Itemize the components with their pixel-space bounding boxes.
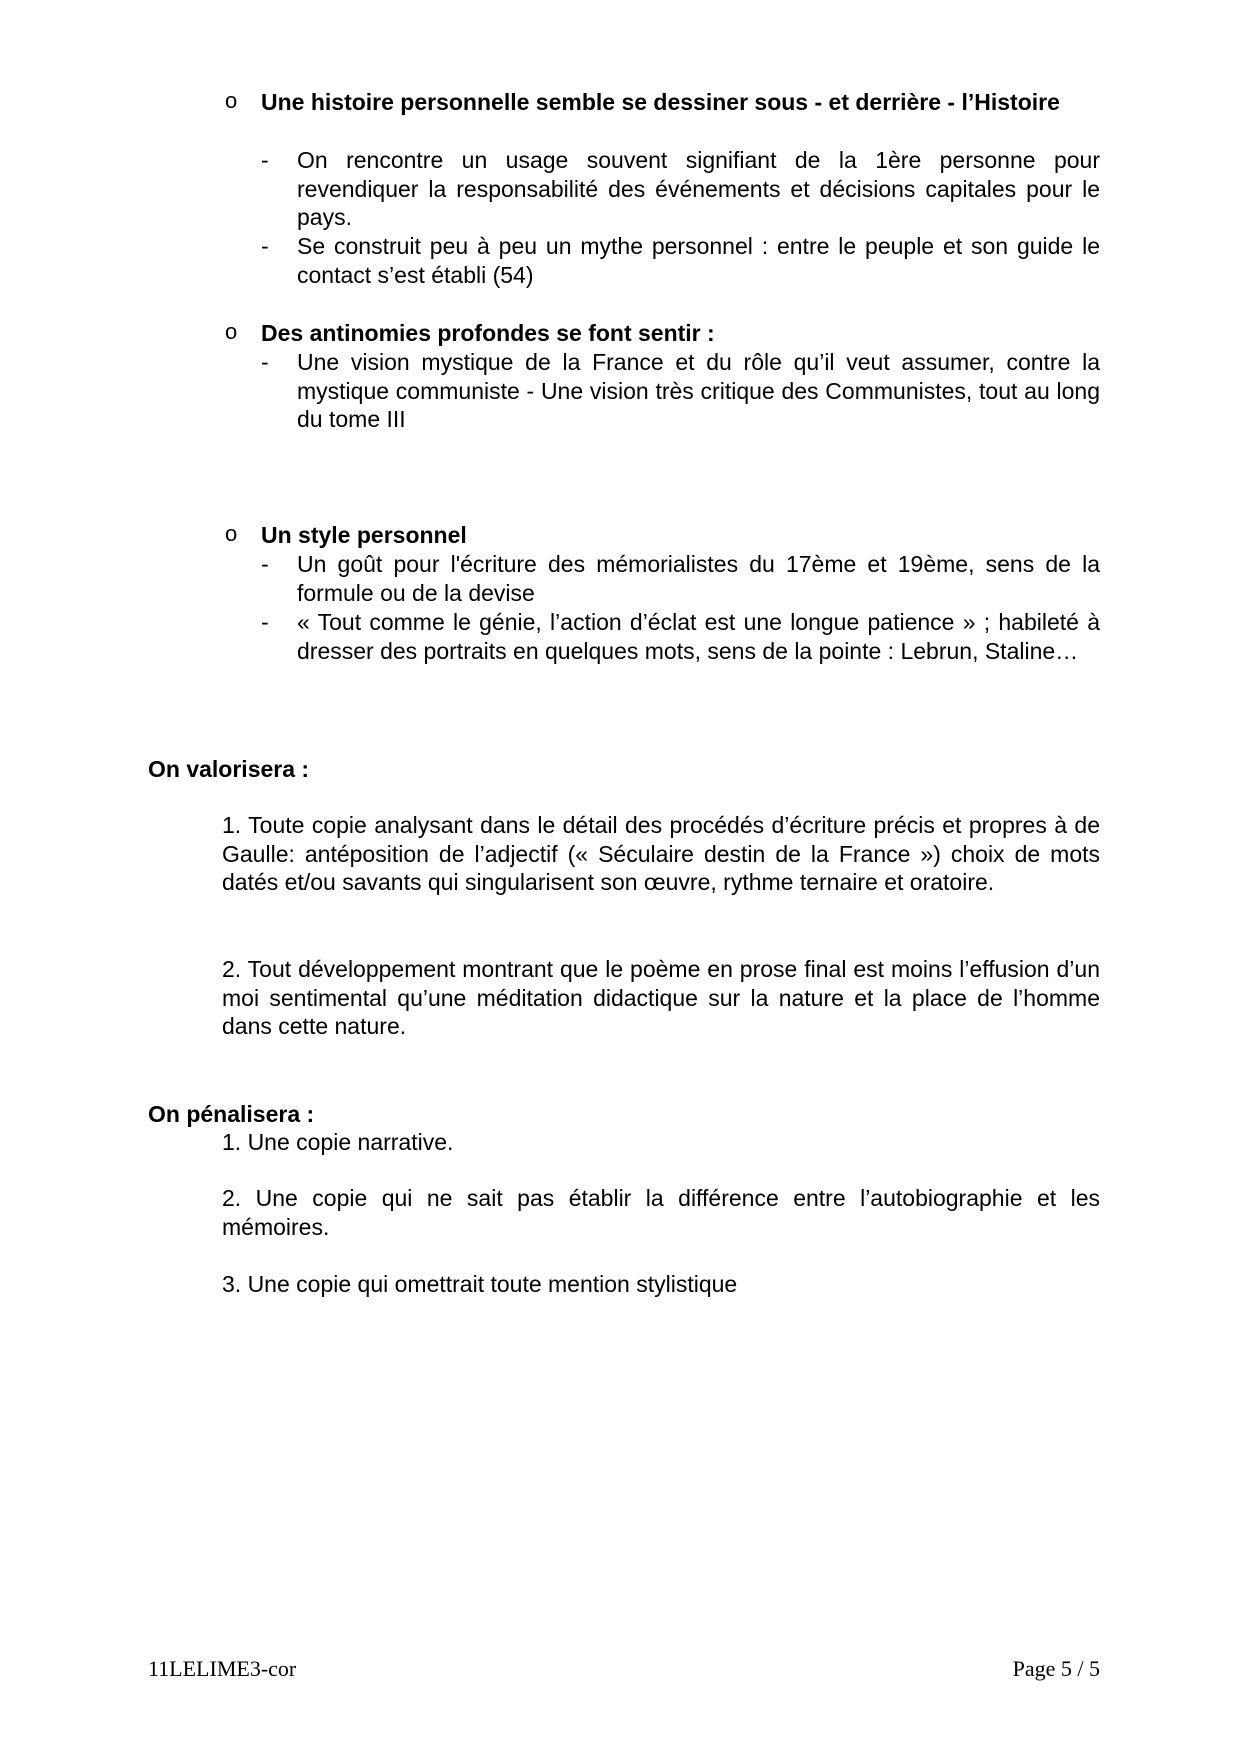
dash-icon: - bbox=[261, 349, 269, 375]
section-title: Une histoire personnelle semble se dessiner sous - et derrière - l’Histoire bbox=[261, 89, 1060, 115]
dash-icon: - bbox=[261, 551, 269, 577]
footer-document-code: 11LELIME3-cor bbox=[148, 1656, 297, 1681]
bullet-icon: o bbox=[225, 88, 238, 113]
footer-page-number: Page 5 / 5 bbox=[1012, 1656, 1100, 1681]
bullet-icon: o bbox=[225, 521, 238, 546]
dash-text: On rencontre un usage souvent signifiant de la 1ère personne pour revendiquer la responsabilité des événements et décisions capitales pour le pays. bbox=[297, 147, 1100, 230]
bullet-icon: o bbox=[225, 319, 238, 344]
heading-valorisera: On valorisera : bbox=[148, 756, 310, 782]
dash-text: « Tout comme le génie, l’action d’éclat est une longue patience » ; habileté à dresser des portraits en quelques mots, sens de la pointe : Lebrun, Staline… bbox=[297, 609, 1100, 664]
heading-penalisera: On pénalisera : bbox=[148, 1101, 315, 1127]
dash-icon: - bbox=[261, 609, 269, 635]
valorisera-item: 2. Tout développement montrant que le poème en prose final est moins l’effusion d’un moi sentimental qu’une méditation didactique sur la nature et la place de l’homme dans cette nature. bbox=[222, 956, 1100, 1039]
dash-text: Une vision mystique de la France et du rôle qu’il veut assumer, contre la mystique communiste - Une vision très critique des Communistes, tout au long du tome III bbox=[297, 349, 1100, 432]
section-title: Des antinomies profondes se font sentir : bbox=[261, 320, 715, 346]
penalisera-item: 1. Une copie narrative. bbox=[222, 1129, 454, 1155]
penalisera-item: 3. Une copie qui omettrait toute mention stylistique bbox=[222, 1271, 738, 1297]
section-title: Un style personnel bbox=[261, 522, 467, 548]
penalisera-item: 2. Une copie qui ne sait pas établir la différence entre l’autobiographie et les mémoires. bbox=[222, 1185, 1100, 1240]
dash-text: Un goût pour l'écriture des mémorialistes du 17ème et 19ème, sens de la formule ou de la devise bbox=[297, 551, 1100, 606]
dash-icon: - bbox=[261, 233, 269, 259]
dash-icon: - bbox=[261, 147, 269, 173]
valorisera-item: 1. Toute copie analysant dans le détail des procédés d’écriture précis et propres à de Gaulle: antéposition de l’adjectif (« Séculaire destin de la France ») choix de mots datés et/ou savants qui singularisent son œuvre, rythme ternaire et oratoire. bbox=[222, 812, 1100, 895]
dash-text: Se construit peu à peu un mythe personnel : entre le peuple et son guide le contact s’est établi (54) bbox=[297, 233, 1100, 288]
